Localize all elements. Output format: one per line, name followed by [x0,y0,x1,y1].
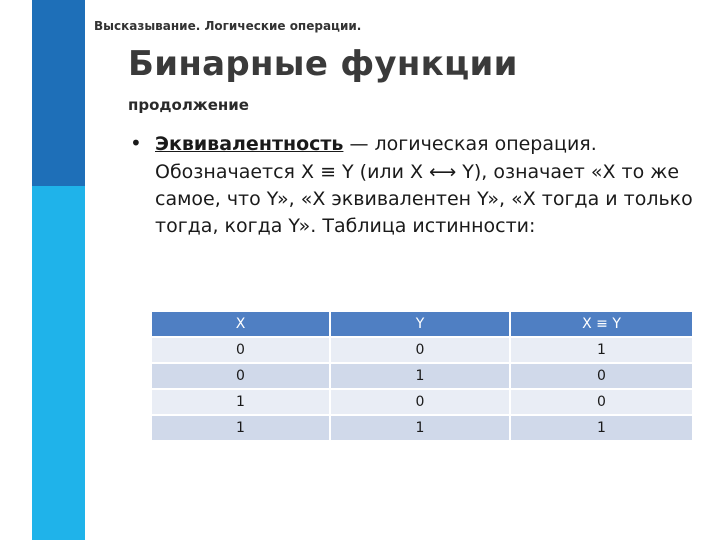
page-subtitle: продолжение [128,96,249,114]
truth-table-header-row [152,312,692,337]
table-cell: 1 [152,415,330,440]
term-equivalence: Эквивалентность [155,133,344,155]
decor-bar-bottom [32,186,85,540]
table-cell: 1 [510,415,692,440]
table-cell: 0 [152,337,330,363]
table-row [152,389,692,415]
table-cell: 1 [152,389,330,415]
table-cell: 1 [330,363,510,389]
table-row [152,363,692,389]
definition-body: Обозначается X ≡ Y (или X ⟷ Y), означает «X то же самое, что Y», «X эквивалентен Y», «X тогда и только тогда, когда Y». Таблица истинности: [155,161,693,237]
column-header-x: X [152,312,330,337]
column-header-y: Y [330,312,510,337]
decor-bar-top [32,0,85,186]
column-header-result: X ≡ Y [510,312,692,337]
breadcrumb: Высказывание. Логические операции. [94,19,362,33]
table-cell: 0 [330,389,510,415]
truth-table [152,312,692,440]
table-row [152,415,692,440]
table-cell: 0 [330,337,510,363]
table-cell: 1 [330,415,510,440]
bullet-marker: • [130,131,142,155]
table-row [152,337,692,363]
definition-first-line [155,131,700,158]
table-cell: 0 [152,363,330,389]
definition-paragraph [155,131,700,240]
table-cell: 1 [510,337,692,363]
table-cell: 0 [510,389,692,415]
table-cell: 0 [510,363,692,389]
definition-lead: — логическая операция. [343,133,597,155]
page-title: Бинарные функции [128,44,518,84]
